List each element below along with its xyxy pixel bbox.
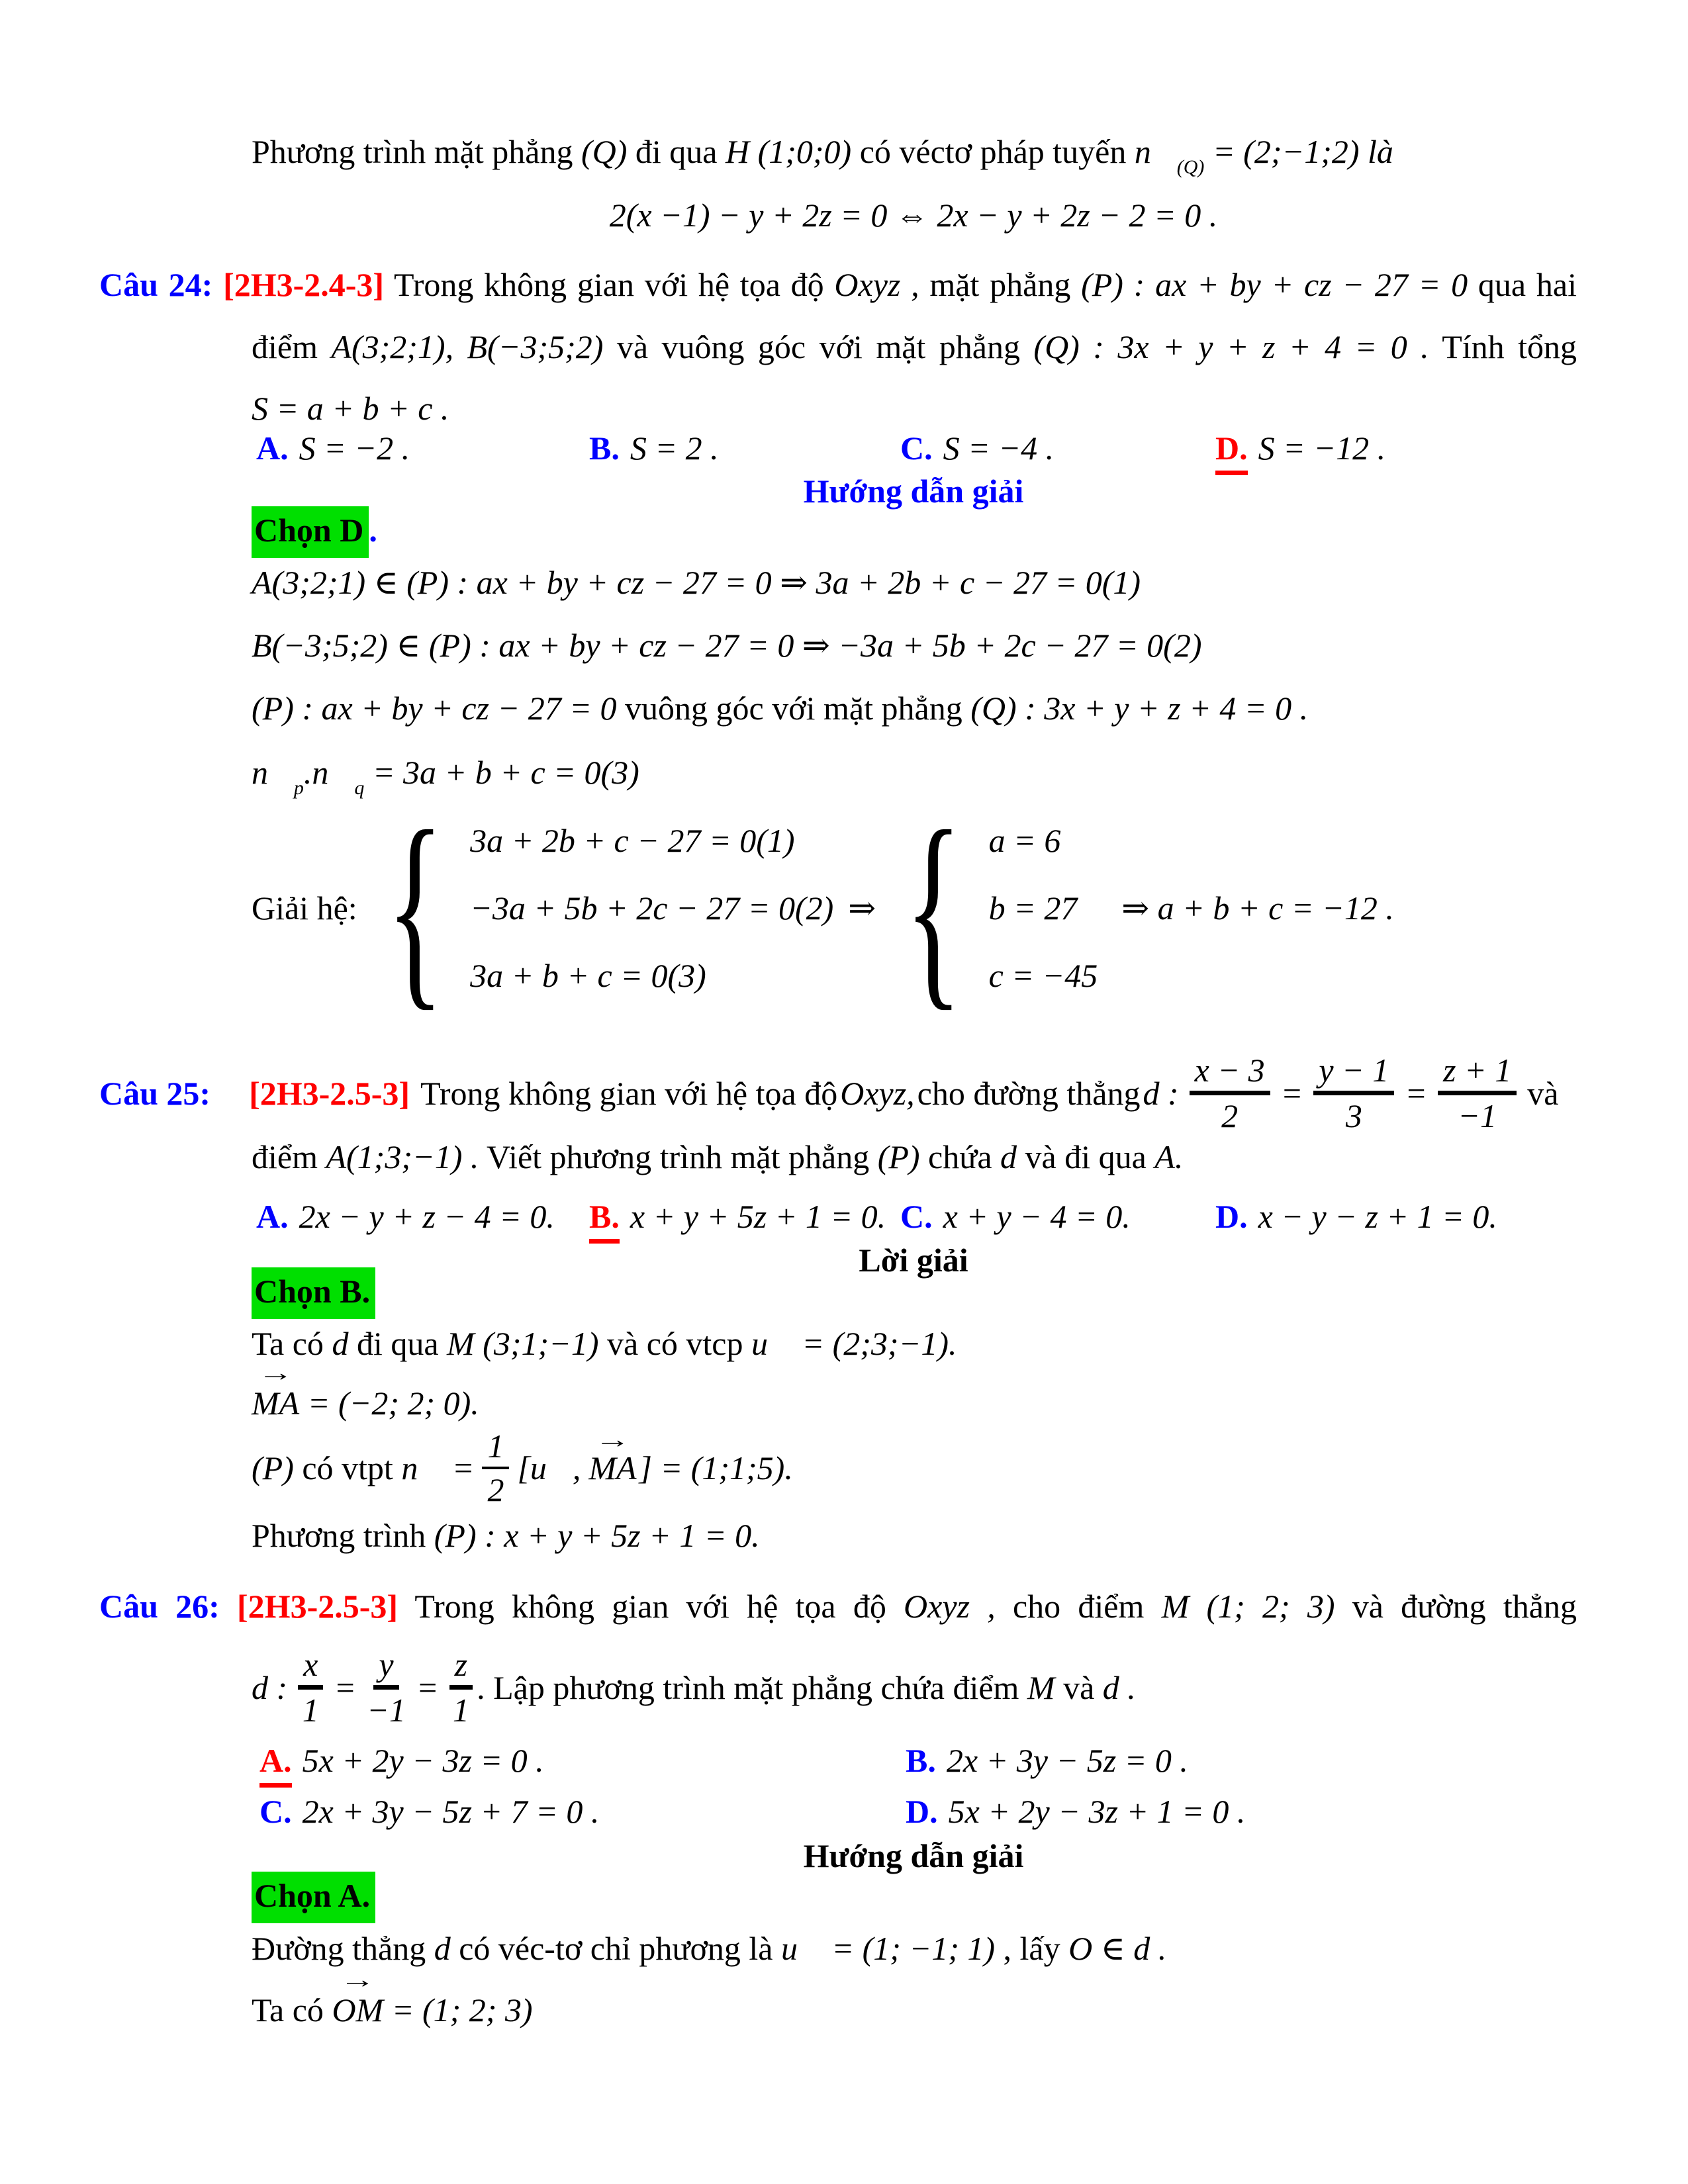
math-segment: (P) : x + y + 5z + 1 = 0.	[434, 1517, 760, 1554]
q24-option-d-letter: D.	[1215, 427, 1248, 475]
q25-text: điểm	[252, 1138, 326, 1175]
fraction-numerator: x	[298, 1647, 323, 1690]
intro-text: đi qua	[627, 133, 726, 170]
q26-text: , lấy	[995, 1930, 1069, 1967]
q25-option-c-letter: C.	[900, 1198, 933, 1235]
q26-option-a	[259, 1739, 544, 1788]
subscript: q	[354, 777, 365, 799]
equation: a = 6	[988, 822, 1061, 859]
equals-sign: =	[334, 1668, 357, 1706]
q25-option-b-letter: B.	[589, 1195, 620, 1244]
q26-option-a-text: 5x + 2y − 3z = 0 .	[302, 1742, 544, 1779]
q24-option-c-letter: C.	[900, 430, 933, 467]
math-segment: .	[303, 754, 312, 791]
q25-text: và có vtcp	[598, 1325, 751, 1362]
math-segment: H (1;0;0)	[725, 133, 852, 170]
subscript: p	[293, 777, 304, 799]
fraction-denominator: 2	[487, 1471, 504, 1508]
q25-option-a-letter: A.	[256, 1198, 289, 1235]
q26-solution-line-2	[252, 1966, 533, 2031]
fraction	[1190, 1052, 1270, 1134]
q25-solution-line-4	[252, 1514, 760, 1557]
q24-solution-heading: Hướng dẫn giải	[803, 473, 1024, 510]
q24-text: Tính tổng	[1429, 328, 1577, 365]
q26-title-line-2	[252, 1647, 1136, 1728]
q24-option-b-text: S = 2 .	[630, 430, 719, 467]
q24-chosen-answer: Chọn D	[252, 506, 369, 558]
math-segment: d	[332, 1325, 349, 1362]
q26-text: và đường thẳng	[1335, 1588, 1577, 1625]
q25-option-a-text: 2x − y + z − 4 = 0.	[299, 1198, 555, 1235]
q26-id-tag: [2H3-2.5-3]	[237, 1588, 399, 1625]
q26-text: Ta có	[252, 1991, 332, 2028]
math-segment: d	[434, 1930, 451, 1967]
q25-text: Viết phương trình mặt phẳng	[479, 1138, 878, 1175]
math-segment: = (1; 2; 3)	[383, 1991, 533, 2028]
fraction-numerator: 1	[482, 1428, 509, 1469]
fraction-denominator: 1	[452, 1692, 469, 1729]
q26-option-c-text: 2x + 3y − 5z + 7 = 0 .	[302, 1793, 600, 1830]
intro-text: Phương trình mặt phẳng	[252, 133, 581, 170]
q26-text: Đường thẳng	[252, 1930, 434, 1967]
vector-letters: MA	[588, 1449, 637, 1486]
q26-option-c-letter: C.	[259, 1793, 292, 1830]
q24-solve-label: Giải hệ:	[252, 889, 357, 927]
q25-solution-line-1	[252, 1322, 957, 1365]
equals-sign: =	[1280, 1074, 1303, 1112]
math-segment: (P)	[252, 1449, 294, 1486]
q25-text: cho đường thẳng	[917, 1074, 1141, 1112]
q25-option-b	[589, 1195, 886, 1244]
q25-solution-line-2	[252, 1359, 479, 1424]
q25-option-a	[256, 1195, 555, 1238]
math-segment: A(1;3;−1) .	[326, 1138, 479, 1175]
q24-system-block	[252, 787, 1394, 1028]
math-segment: d :	[252, 1668, 288, 1706]
q25-question-label: Câu 25:	[99, 1074, 211, 1112]
q24-option-d	[1215, 427, 1385, 475]
math-segment: = (2;−1;2) là	[1204, 133, 1393, 170]
q25-option-c-text: x + y − 4 = 0.	[943, 1198, 1131, 1235]
math-segment: M (1; 2; 3)	[1161, 1588, 1335, 1625]
q24-solution-line-2: B(−3;5;2) ∈ (P) : ax + by + cz − 27 = 0 ⇒ −3a + 5b + 2c − 27 = 0(2)	[252, 627, 1202, 664]
fraction-numerator: z	[449, 1647, 473, 1690]
math-segment: (P)	[877, 1138, 920, 1175]
math-segment: (Q)	[581, 133, 628, 170]
q25-text: đi qua	[348, 1325, 447, 1362]
math-segment: [u⃗,	[517, 1449, 581, 1486]
fraction	[298, 1647, 323, 1728]
fraction-numerator: y	[373, 1647, 399, 1690]
q24-choose-line	[252, 506, 377, 558]
q26-text: Trong không gian với hệ tọa độ	[414, 1588, 904, 1625]
q24-text: mặt phẳng	[919, 266, 1082, 303]
q25-title-line-1	[99, 1052, 1558, 1134]
q26-text: . Lập phương trình mặt phẳng chứa điểm	[477, 1668, 1027, 1706]
equals-sign: =	[416, 1668, 439, 1706]
q24-id-tag: [2H3-2.4-3]	[223, 266, 385, 303]
math-segment: O ∈ d .	[1068, 1930, 1167, 1967]
subscript: (Q)	[1176, 156, 1205, 178]
q24-option-c	[900, 427, 1054, 469]
vector-om	[332, 1966, 384, 2031]
vector-ma	[588, 1426, 637, 1487]
fraction	[449, 1647, 473, 1728]
vector-letters: OM	[332, 1991, 384, 2028]
q24-question-label: Câu 24:	[99, 266, 213, 303]
q24-text: vuông góc với mặt phẳng	[616, 690, 971, 727]
q24-solution-line-3	[252, 687, 1308, 729]
q26-option-d-letter: D.	[906, 1793, 938, 1830]
math-segment: u⃗ = (2;3;−1).	[751, 1325, 957, 1362]
q25-option-d	[1215, 1195, 1497, 1238]
q24-title-line-3: S = a + b + c .	[252, 390, 449, 427]
q24-text: Trong không gian với hệ tọa độ	[393, 266, 835, 303]
math-segment: Oxyz ,	[834, 266, 919, 303]
q25-chosen-answer: Chọn B.	[252, 1267, 375, 1319]
q24-option-b	[589, 427, 719, 469]
q25-choose-line	[252, 1267, 375, 1319]
fraction	[1313, 1052, 1394, 1134]
q26-option-b-letter: B.	[906, 1742, 936, 1779]
equals-sign: =	[1405, 1074, 1428, 1112]
intro-equation: 2(x −1) − y + 2z = 0 ⇔ 2x − y + 2z − 2 = 0 .	[609, 197, 1218, 234]
left-brace: {	[904, 787, 962, 1028]
fraction-denominator: 2	[1221, 1097, 1239, 1134]
normal-vector-symbol: n⃗	[252, 754, 294, 791]
q26-option-d-text: 5x + 2y − 3z + 1 = 0 .	[948, 1793, 1246, 1830]
math-segment: (P) : ax + by + cz − 27 = 0	[1081, 266, 1468, 303]
q25-option-d-letter: D.	[1215, 1198, 1248, 1235]
equation: c = −45	[988, 957, 1098, 994]
normal-vector-symbol: n⃗	[312, 754, 355, 791]
equation: 3a + b + c = 0(3)	[470, 957, 706, 994]
math-segment: A.	[1154, 1138, 1184, 1175]
q25-option-c	[900, 1195, 1131, 1238]
normal-vector-symbol: n⃗	[1134, 133, 1177, 170]
math-segment: n⃗ =	[401, 1449, 475, 1486]
fraction-denominator: 1	[302, 1692, 319, 1729]
q24-text: qua hai	[1468, 266, 1577, 303]
math-segment: d :	[1143, 1074, 1179, 1112]
q26-option-a-letter: A.	[259, 1739, 292, 1788]
q24-chosen-answer-dot: .	[369, 512, 377, 549]
q25-option-d-text: x − y − z + 1 = 0.	[1258, 1198, 1497, 1235]
math-segment: = (−2; 2; 0).	[299, 1385, 479, 1422]
q26-text: cho điểm	[995, 1588, 1162, 1625]
equation: 3a + 2b + c − 27 = 0(1)	[470, 822, 795, 859]
fraction-numerator: x − 3	[1190, 1052, 1270, 1095]
vector-letters: MA	[252, 1385, 300, 1422]
q25-option-b-text: x + y + 5z + 1 = 0.	[630, 1198, 886, 1235]
math-segment: (Q) : 3x + y + z + 4 = 0 .	[1033, 328, 1429, 365]
q26-question-label: Câu 26:	[99, 1588, 220, 1625]
math-segment: ] = (1;1;5).	[639, 1449, 793, 1486]
math-segment: M	[1027, 1668, 1055, 1706]
intro-text: có véctơ pháp tuyến	[851, 133, 1135, 170]
fraction-denominator: −1	[1458, 1097, 1497, 1134]
fraction	[1438, 1052, 1517, 1134]
q25-text: Ta có	[252, 1325, 332, 1362]
q26-text: có véc-tơ chỉ phương là	[450, 1930, 782, 1967]
math-segment: d .	[1102, 1668, 1136, 1706]
q26-option-b	[906, 1739, 1188, 1782]
q24-text: điểm	[252, 328, 332, 365]
q24-option-d-text: S = −12 .	[1258, 430, 1386, 467]
math-segment: = 3a + b + c = 0(3)	[364, 754, 639, 791]
q24-title-line-1	[99, 263, 1577, 306]
implies-arrow: ⇒	[848, 889, 876, 927]
q24-solution-line-4	[252, 751, 639, 809]
q26-text: và	[1055, 1668, 1103, 1706]
math-segment: d	[1000, 1138, 1017, 1175]
vector-arrow-icon: →	[594, 1426, 631, 1453]
fraction-numerator: y − 1	[1313, 1052, 1394, 1095]
q24-option-a-text: S = −2 .	[299, 430, 410, 467]
q25-text: có vtpt	[293, 1449, 402, 1486]
fraction	[367, 1647, 406, 1728]
q25-solution-line-3	[252, 1428, 793, 1508]
q25-text: chứa	[919, 1138, 1001, 1175]
q24-option-a-letter: A.	[256, 430, 289, 467]
math-segment: (P) : ax + by + cz − 27 = 0	[252, 690, 617, 727]
math-segment: Oxyz ,	[904, 1588, 996, 1625]
intro-line-1	[252, 130, 1393, 189]
fraction-numerator: z + 1	[1438, 1052, 1517, 1095]
q26-chosen-answer: Chọn A.	[252, 1872, 375, 1923]
q26-solution-heading: Hướng dẫn giải	[803, 1837, 1024, 1874]
math-segment: (Q) : 3x + y + z + 4 = 0 .	[970, 690, 1309, 727]
vector-ma	[252, 1359, 300, 1424]
math-segment: M (3;1;−1)	[447, 1325, 599, 1362]
fraction	[482, 1428, 509, 1508]
vector-arrow-icon: →	[258, 1359, 294, 1386]
q24-option-a	[256, 427, 410, 469]
q24-system-result: ⇒ a + b + c = −12 .	[1121, 889, 1394, 927]
math-segment: u⃗ = (1; −1; 1)	[781, 1930, 995, 1967]
q26-title-line-1	[99, 1585, 1577, 1627]
equation: −3a + 5b + 2c − 27 = 0(2)	[470, 889, 834, 927]
vector-arrow-icon: →	[340, 1966, 376, 1993]
q24-system-1	[470, 821, 833, 995]
fraction-denominator: −1	[367, 1692, 406, 1729]
q25-text: và	[1527, 1074, 1559, 1112]
q25-text: Trong không gian với hệ tọa độ	[420, 1074, 838, 1112]
q25-text: Phương trình	[252, 1517, 434, 1554]
q24-text: và vuông góc với mặt phẳng	[603, 328, 1034, 365]
q24-system-2	[989, 821, 1098, 995]
q26-option-c	[259, 1790, 599, 1833]
math-segment: A(3;2;1), B(−3;5;2)	[331, 328, 604, 365]
q25-id-tag: [2H3-2.5-3]	[249, 1074, 410, 1112]
q24-solution-line-1: A(3;2;1) ∈ (P) : ax + by + cz − 27 = 0 ⇒ 3a + 2b + c − 27 = 0(1)	[252, 564, 1141, 601]
q25-solution-heading: Lời giải	[859, 1242, 968, 1279]
q25-text: và đi qua	[1017, 1138, 1155, 1175]
q24-option-b-letter: B.	[589, 430, 620, 467]
equation: b = 27	[988, 889, 1078, 927]
q26-solution-line-1	[252, 1927, 1166, 1970]
q26-choose-line	[252, 1872, 375, 1923]
fraction-denominator: 3	[1345, 1097, 1362, 1134]
q24-option-c-text: S = −4 .	[943, 430, 1055, 467]
left-brace: {	[386, 787, 444, 1028]
math-segment: Oxyz,	[840, 1074, 915, 1112]
q25-title-line-2	[252, 1136, 1183, 1178]
q26-option-b-text: 2x + 3y − 5z = 0 .	[946, 1742, 1188, 1779]
q24-title-line-2	[252, 326, 1577, 368]
q26-option-d	[906, 1790, 1245, 1833]
